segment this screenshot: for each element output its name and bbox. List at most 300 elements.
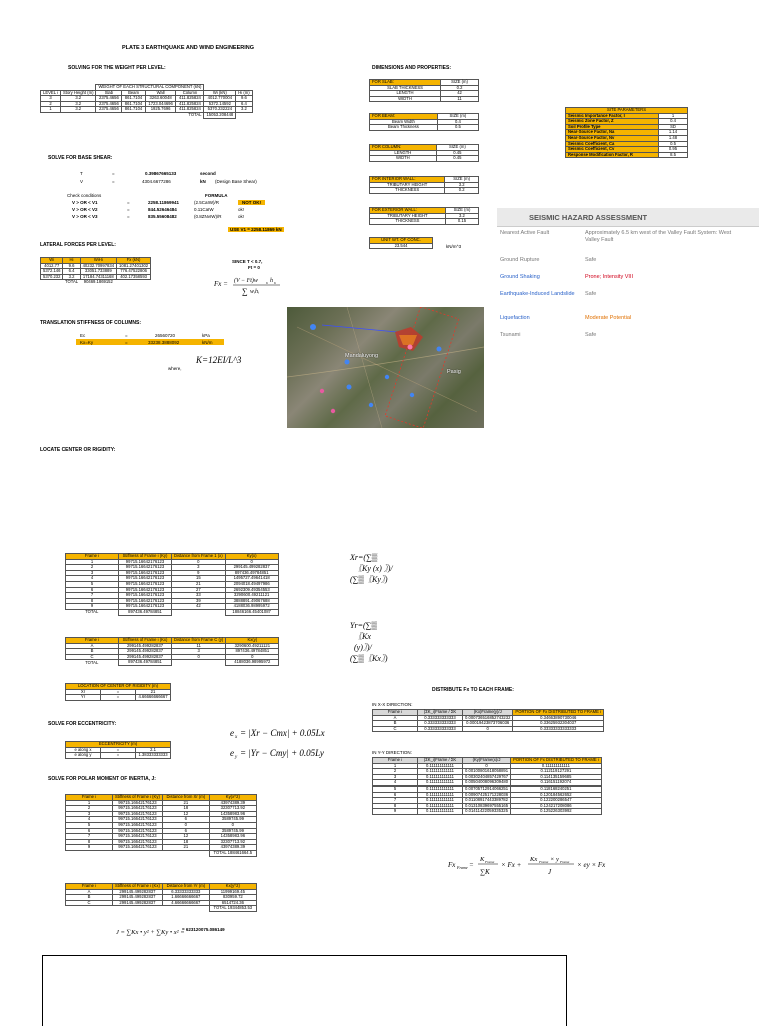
- table-cell: 99715.16642176123: [113, 822, 163, 828]
- total-row: [66, 660, 279, 666]
- table-cell: C: [66, 900, 113, 906]
- table-cell: 3: [373, 774, 418, 780]
- seismic-label: Ground Shaking: [500, 274, 540, 280]
- k-formula: K=12EI/L^3: [196, 355, 242, 365]
- table-row: [370, 219, 479, 225]
- table-cell: 21: [172, 581, 226, 587]
- fx-frame-formula: [446, 850, 656, 880]
- svg-text:∑: ∑: [242, 287, 248, 296]
- since-t: SINCE T < 0.7,: [232, 259, 263, 264]
- svg-text:= |Xr − Cmx| + 0.05Lx: = |Xr − Cmx| + 0.05Lx: [240, 728, 325, 738]
- svg-text:〖Ky (x) 〗)/: 〖Ky (x) 〗)/: [354, 564, 393, 573]
- table-cell: 0: [162, 822, 209, 828]
- table-cell: 0: [463, 763, 511, 769]
- table-row: [370, 243, 433, 249]
- table-header-cell: SIZE (m): [445, 177, 479, 183]
- table-cell: =: [101, 753, 136, 759]
- yr-formula: [348, 618, 414, 674]
- table-cell: 2692309.49354553: [225, 587, 278, 593]
- table-cell: [113, 850, 163, 856]
- table-cell: 897436.49784851: [119, 660, 172, 666]
- table-cell: 3.2: [445, 213, 478, 219]
- table-cell: 8: [66, 839, 113, 845]
- table-cell: [41, 280, 63, 285]
- table-cell: TRIBUTARY HEIGHT: [370, 213, 446, 219]
- table-cell: B: [373, 721, 418, 727]
- v-label: V: [80, 179, 84, 184]
- table-cell: 299145.499282837: [119, 654, 172, 660]
- table-row: [370, 156, 479, 162]
- total-row: [66, 609, 279, 615]
- table-header-cell: Wall: [145, 90, 176, 96]
- table-cell: 4188036.98995972: [225, 604, 278, 610]
- table-cell: 99715.16642176123: [119, 565, 172, 571]
- dims-block: [369, 207, 479, 225]
- table-cell: [41, 112, 61, 118]
- table-cell: 9.6: [236, 96, 252, 102]
- total-row: [66, 850, 257, 856]
- table-header-cell: PORTION OF Fx DISTRIBUTED TO FRAME i: [513, 710, 604, 716]
- table-cell: 299145.499282837: [113, 895, 163, 901]
- table-cell: Yr: [66, 695, 101, 701]
- table-header-cell: SIZE (m): [441, 80, 479, 86]
- table-cell: 0.116151192074: [511, 780, 602, 786]
- table-header-cell: Kx(y): [226, 638, 279, 644]
- center-rigidity-table: [65, 683, 171, 701]
- table-cell: 32307713.92: [209, 839, 256, 845]
- rigidity-heading: LOCATE CENTER OR RIGIDITY:: [40, 447, 116, 453]
- svg-text:× Fx +: × Fx +: [501, 861, 522, 869]
- table-cell: 3.2: [63, 274, 80, 280]
- table-cell: 12: [162, 834, 209, 840]
- table-cell: THICKNESS: [370, 188, 445, 194]
- table-row: [373, 726, 604, 732]
- table-header-cell: Wi (kN): [204, 90, 236, 96]
- table-cell: LENGTH: [370, 150, 437, 156]
- seismic-value: Safe: [585, 257, 597, 263]
- table-header-cell: Slab: [96, 90, 122, 96]
- table-cell: 411.825824: [176, 107, 204, 113]
- table-cell: 2375.4656: [96, 107, 122, 113]
- seismic-label: Tsunami: [500, 332, 521, 338]
- svg-text:(V − Ft)w: (V − Ft)w: [234, 278, 258, 284]
- table-cell: SD: [659, 124, 688, 130]
- table-cell: 99715.16642176123: [119, 593, 172, 599]
- table-cell: Seismic Zone Factor, Z: [566, 119, 659, 125]
- table-cell: Xr: [66, 689, 101, 695]
- table-header-cell: Stiffness of Frame i (Kx): [113, 884, 163, 890]
- table-header-cell: LOCATION OF CENTER OF RIGIDITY (m): [66, 684, 171, 690]
- table-row: [370, 188, 479, 194]
- table-cell: 99715.16642176123: [113, 828, 163, 834]
- table-header-cell: Frame i: [373, 758, 418, 764]
- svg-text:y: y: [235, 755, 238, 760]
- polar-heading: SOLVE FOR POLAR MOMENT OF INERTIA, J:: [48, 776, 156, 782]
- table-cell: 3.2: [445, 182, 479, 188]
- table-cell: 0.111111111111: [418, 809, 463, 815]
- table-cell: 27: [172, 587, 226, 593]
- polar-table-y: [65, 794, 257, 857]
- table-cell: 99715.16642176123: [113, 811, 163, 817]
- table-cell: Seismic Importance Factor, I: [566, 113, 659, 119]
- table-cell: 3.2: [236, 107, 252, 113]
- table-cell: 0.111111111111: [418, 780, 463, 786]
- table-cell: [162, 850, 209, 856]
- table-cell: 32307713.92: [209, 806, 256, 812]
- seismic-value: Safe: [585, 291, 597, 297]
- eccentricity-heading: SOLVE FOR ECCENTRICITY:: [48, 721, 117, 727]
- condition-row: V > OR < V3 = 835.55608482 (0.8ZNvIW)/R ok!: [72, 214, 245, 219]
- table-cell: TOTAL: [64, 279, 79, 285]
- table-cell: 897436.49784851: [225, 570, 278, 576]
- svg-text:x: x: [274, 280, 276, 285]
- table-cell: 4012.770004: [204, 96, 236, 102]
- table-header-cell: Frame i: [66, 795, 113, 801]
- table-cell: 14358983.96: [209, 811, 256, 817]
- table-cell: B: [66, 895, 113, 901]
- table-cell: 9: [172, 570, 226, 576]
- distribute-heading: DISTRIBUTE Fx TO EACH FRAME:: [432, 687, 514, 693]
- seismic-value: Safe: [585, 332, 597, 338]
- table-cell: 15: [172, 576, 226, 582]
- table-cell: 6.33333333333: [162, 889, 209, 895]
- table-cell: 99715.16642176123: [119, 604, 172, 610]
- lateral-table: [40, 257, 151, 285]
- table-cell: [236, 112, 252, 118]
- table-cell: A: [66, 889, 113, 895]
- weight-heading: SOLVING FOR THE WEIGHT PER LEVEL:: [68, 65, 166, 71]
- v-unit: kN: [200, 179, 206, 184]
- table-cell: 2: [373, 769, 418, 775]
- table-cell: 7: [66, 593, 119, 599]
- table-cell: 5370.232: [41, 274, 63, 280]
- table-cell: 861.7104: [122, 96, 145, 102]
- svg-text:e: e: [230, 748, 234, 758]
- eccentricity-formula: [228, 722, 358, 762]
- table-cell: 14358983.96: [209, 834, 256, 840]
- table-cell: 3: [172, 565, 226, 571]
- seismic-value: Moderate Potential: [585, 315, 632, 321]
- table-cell: [122, 112, 145, 118]
- table-cell: 5: [373, 786, 418, 792]
- table-header-cell: (ΣK_i)Frame / ΣK: [418, 710, 463, 716]
- table-header-cell: Distance from Xr (m): [162, 795, 209, 801]
- check-conditions: Check conditions: [67, 193, 102, 198]
- table-cell: 0.00100801618058891: [463, 769, 511, 775]
- table-cell: [162, 906, 209, 912]
- table-cell: 776.47522806: [117, 269, 151, 275]
- table-cell: 0.01108917443389782: [463, 798, 511, 804]
- table-cell: 6: [66, 828, 113, 834]
- table-row: [370, 125, 479, 131]
- table-cell: 0: [172, 559, 226, 565]
- table-header-cell: Frame i: [373, 710, 418, 716]
- dims-block: [369, 113, 479, 131]
- table-cell: 0.5: [659, 141, 688, 147]
- table-header-cell: Frame i: [66, 554, 119, 560]
- table-header-cell: FOR EXTERIOR WALL:: [370, 208, 446, 214]
- table-cell: Near-Source Factor, Na: [566, 130, 659, 136]
- table-cell: 4188036.98995972: [226, 660, 279, 666]
- svg-text:Xr=(∑▒: Xr=(∑▒: [350, 553, 378, 562]
- table-cell: 1: [373, 763, 418, 769]
- dims-block: [369, 79, 479, 102]
- seismic-value: Approximately 6.5 km west of the Valley Fault System: West Valley Fault: [585, 230, 732, 243]
- table-cell: 299145.499282837: [113, 889, 163, 895]
- table-cell: 43974389.39: [209, 800, 256, 806]
- table-cell: 3.2: [60, 96, 95, 102]
- table-cell: 1495727.49641418: [225, 576, 278, 582]
- table-cell: 3263.60048: [145, 96, 176, 102]
- seismic-label: Liquefaction: [500, 315, 530, 321]
- table-cell: 3589745.99: [209, 828, 256, 834]
- table-cell: 299145.499282837: [225, 565, 278, 571]
- table-cell: 0.4: [659, 119, 688, 125]
- svg-text:Fx: Fx: [448, 861, 456, 869]
- t-value: 0.39867665133: [145, 171, 177, 176]
- total-row: [41, 112, 253, 118]
- seismic-label: Nearest Active Fault: [500, 230, 550, 236]
- table-cell: Beam Width: [370, 119, 438, 125]
- svg-text:(∑▒〖Ky〗): (∑▒〖Ky〗): [350, 575, 388, 584]
- table-cell: 6.4: [236, 101, 252, 107]
- table-cell: [96, 112, 122, 118]
- table-cell: 0.111111111111: [418, 792, 463, 798]
- fx-formula: [212, 270, 292, 302]
- table-header-cell: Stiffness of Frame i (Ky): [119, 554, 172, 560]
- table-cell: 0.111111111111: [418, 774, 463, 780]
- table-cell: [145, 112, 176, 118]
- table-cell: 0: [225, 559, 278, 565]
- table-header-cell: Hi: [63, 258, 80, 264]
- table-header-cell: WEIGHT OF EACH STRUCTURAL COMPONENT (kN): [96, 85, 204, 91]
- seismic-label: Ground Rupture: [500, 257, 540, 263]
- svg-text:=: =: [469, 861, 474, 869]
- table-cell: 1081.27401302: [117, 263, 151, 269]
- table-cell: TOTAL: [85, 609, 99, 615]
- distribute-y-table: [372, 757, 602, 815]
- table-cell: 11: [172, 643, 226, 649]
- table-cell: Near-Source Factor, Nv: [566, 135, 659, 141]
- table-cell: 39: [172, 598, 226, 604]
- table-cell: TOTAL: [85, 659, 99, 665]
- table-cell: [60, 112, 95, 118]
- j-result: = 623120075.086149: [182, 927, 225, 932]
- table-cell: 0.95: [659, 147, 688, 153]
- table-cell: 0.33625932304037: [513, 721, 604, 727]
- table-cell: 0: [172, 654, 226, 660]
- t-label: T: [80, 171, 83, 176]
- table-cell: 0.111111111111: [418, 769, 463, 775]
- stiffness-heading: TRANSLATION STIFFNESS OF COLUMNS:: [40, 320, 142, 326]
- table-header-cell: (ΣK_i)Frame / ΣK: [418, 758, 463, 764]
- table-cell: 1: [659, 113, 688, 119]
- table-cell: 1.66666666667: [162, 895, 209, 901]
- table-cell: 4.66666666667: [136, 695, 171, 701]
- table-cell: 15053.208448: [204, 112, 236, 118]
- table-cell: 99715.16642176123: [113, 845, 163, 851]
- conditions-list: [72, 200, 302, 221]
- table-cell: 40232.70997834: [80, 263, 116, 269]
- table-cell: 0.2: [445, 188, 479, 194]
- table-cell: 4.66666666667: [162, 900, 209, 906]
- table-cell: e along y: [66, 753, 101, 759]
- condition-row: V > OR < V1 = 2258.11869941 (2.5CaIW)/R NOT OK!: [72, 200, 302, 207]
- table-cell: 6: [373, 792, 418, 798]
- where-label: where,: [168, 366, 182, 371]
- table-cell: C: [66, 654, 119, 660]
- table-cell: 99715.16642176123: [119, 598, 172, 604]
- table-cell: 299145.499282837: [119, 649, 172, 655]
- table-cell: 0.4: [437, 119, 478, 125]
- table-cell: 9: [373, 809, 418, 815]
- seismic-label: Earthquake-Induced Landslide: [500, 291, 575, 297]
- table-header-cell: FOR COLUMN:: [370, 145, 437, 151]
- table-cell: 99715.16642176123: [113, 834, 163, 840]
- table-header-cell: FOR INTERIOR WALL:: [370, 177, 445, 183]
- page-title: PLATE 3 EARTHQUAKE AND WIND ENGINEERING: [122, 45, 255, 51]
- table-header-cell: Kx(y^2): [209, 884, 256, 890]
- table-header-cell: Beam: [122, 90, 145, 96]
- table-cell: 897436.49784851: [226, 649, 279, 655]
- table-cell: LENGTH: [370, 91, 441, 97]
- table-cell: 0.333333333333: [418, 726, 463, 732]
- table-cell: 99715.16642176123: [119, 587, 172, 593]
- svg-text:〖Kx: 〖Kx: [354, 632, 371, 641]
- table-cell: 5370.232224: [204, 107, 236, 113]
- table-header-cell: Stiffness of Frame i (Kx): [119, 638, 172, 644]
- k-value: 33238.3888092: [148, 340, 180, 345]
- table-cell: 1: [41, 107, 61, 113]
- table-cell: 0.33333333333333: [513, 726, 604, 732]
- table-cell: 0.333333333333: [418, 715, 463, 721]
- table-cell: 0.00302404857429767: [463, 774, 511, 780]
- table-header-cell: Frame i: [66, 884, 113, 890]
- table-cell: 0.5: [437, 125, 478, 131]
- table-cell: 0.000736516852743232: [463, 715, 513, 721]
- table-header-cell: LEVEL i: [41, 90, 61, 96]
- table-cell: 18: [162, 839, 209, 845]
- table-cell: 3.2: [60, 101, 95, 107]
- table-cell: 6514724.36: [209, 900, 256, 906]
- table-cell: 2: [41, 101, 61, 107]
- table-cell: 11: [441, 96, 479, 102]
- weight-table: [40, 84, 253, 119]
- table-cell: 99715.16642176123: [113, 806, 163, 812]
- ec-unit: kPa: [202, 333, 210, 338]
- table-cell: A: [373, 715, 418, 721]
- table-cell: 9: [66, 845, 113, 851]
- table-cell: 9.6: [63, 263, 80, 269]
- table-cell: e along x: [66, 747, 101, 753]
- table-cell: 5372.146: [41, 269, 63, 275]
- table-cell: 4: [66, 817, 113, 823]
- map-label-mandaluyong: Mandaluyong: [345, 353, 379, 359]
- table-header-cell: Frame i: [66, 638, 119, 644]
- table-header-cell: (Ky)Frame(x)/J: [463, 758, 511, 764]
- use-v1: USE V1 = 2258.11869 kN: [230, 227, 282, 232]
- table-cell: [117, 280, 151, 285]
- table-cell: TOTAL 188461664.5: [209, 850, 256, 856]
- table-header-cell: Story Height (m): [60, 90, 95, 96]
- svg-text:Yr=(∑▒: Yr=(∑▒: [350, 621, 377, 630]
- table-cell: 0.45: [436, 150, 478, 156]
- table-cell: THICKNESS: [370, 219, 446, 225]
- seismic-panel: [497, 208, 759, 344]
- table-header-cell: SITE PARAMETERS: [566, 108, 688, 114]
- table-cell: =: [101, 695, 136, 701]
- table-cell: 2375.4656: [96, 101, 122, 107]
- table-cell: 0.00907425171228036: [463, 792, 511, 798]
- table-cell: 411.825824: [176, 96, 204, 102]
- table-cell: 2.1: [136, 747, 171, 753]
- svg-text:Frame: Frame: [485, 860, 495, 864]
- table-cell: 0.120184562652: [511, 792, 602, 798]
- table-cell: 90469.1869152: [83, 279, 113, 285]
- table-cell: 0.111111111111: [418, 798, 463, 804]
- table-cell: 3: [41, 96, 61, 102]
- table-header-cell: Fx (kN): [117, 258, 151, 264]
- v-note: (Design Base Shear): [215, 179, 257, 184]
- table-cell: 0.111111111111: [511, 763, 602, 769]
- table-cell: 99715.16642176123: [113, 839, 163, 845]
- table-cell: 3888891.49067688: [225, 598, 278, 604]
- table-header-cell: ECCENTRICITY (m): [66, 742, 171, 748]
- table-header-cell: SIZE (m): [437, 114, 478, 120]
- table-cell: 8.5: [659, 152, 688, 158]
- formula-label: FORMULA: [205, 193, 228, 198]
- table-cell: [113, 906, 163, 912]
- svg-text:(y)〗)/: (y)〗)/: [354, 643, 372, 652]
- table-cell: 11999169.45: [209, 889, 256, 895]
- table-cell: Response Modification Factor, R: [566, 152, 659, 158]
- table-cell: 99715.16642176123: [119, 581, 172, 587]
- table-cell: 0.124217208086: [511, 803, 602, 809]
- table-cell: 411.825824: [176, 101, 204, 107]
- table-cell: 6: [162, 828, 209, 834]
- table-cell: 2375.4656: [96, 96, 122, 102]
- table-cell: 5372.14592: [204, 101, 236, 107]
- table-cell: 42: [441, 91, 479, 97]
- table-cell: =: [101, 689, 136, 695]
- table-cell: 0.111111111111: [418, 763, 463, 769]
- table-cell: 0.114135159685: [511, 774, 602, 780]
- table-cell: WIDTH: [370, 96, 441, 102]
- yy-direction-title: IN Y-Y DIRECTION:: [372, 750, 412, 755]
- table-cell: 0.111111111111: [418, 803, 463, 809]
- table-header-cell: SIZE (m): [436, 145, 478, 151]
- distribute-x-table: [372, 709, 604, 732]
- table-cell: 23.544: [370, 243, 433, 249]
- table-cell: 18: [162, 806, 209, 812]
- table-cell: 8: [373, 803, 418, 809]
- total-row: [41, 280, 151, 285]
- table-cell: 402.17358593: [117, 274, 151, 280]
- condition-row: V > OR < V2 = 844.52646484 0.11CaIW ok!: [72, 207, 245, 212]
- table-header-cell: FOR SLAB:: [370, 80, 441, 86]
- table-cell: Seismic Coefficient, Cv: [566, 147, 659, 153]
- table-cell: 0.333333333333: [418, 721, 463, 727]
- dims-block: [369, 144, 479, 162]
- table-cell: 33: [172, 593, 226, 599]
- table-cell: 2: [66, 806, 113, 812]
- table-cell: 18846166.45401087: [225, 609, 278, 615]
- seismic-value: Prone; Intensity VIII: [585, 274, 633, 280]
- location-map: [287, 307, 484, 428]
- table-header-cell: PORTION OF Fx DISTRIBUTED TO FRAME i: [511, 758, 602, 764]
- svg-text:e: e: [230, 728, 234, 738]
- table-cell: 1.38333333333: [136, 753, 171, 759]
